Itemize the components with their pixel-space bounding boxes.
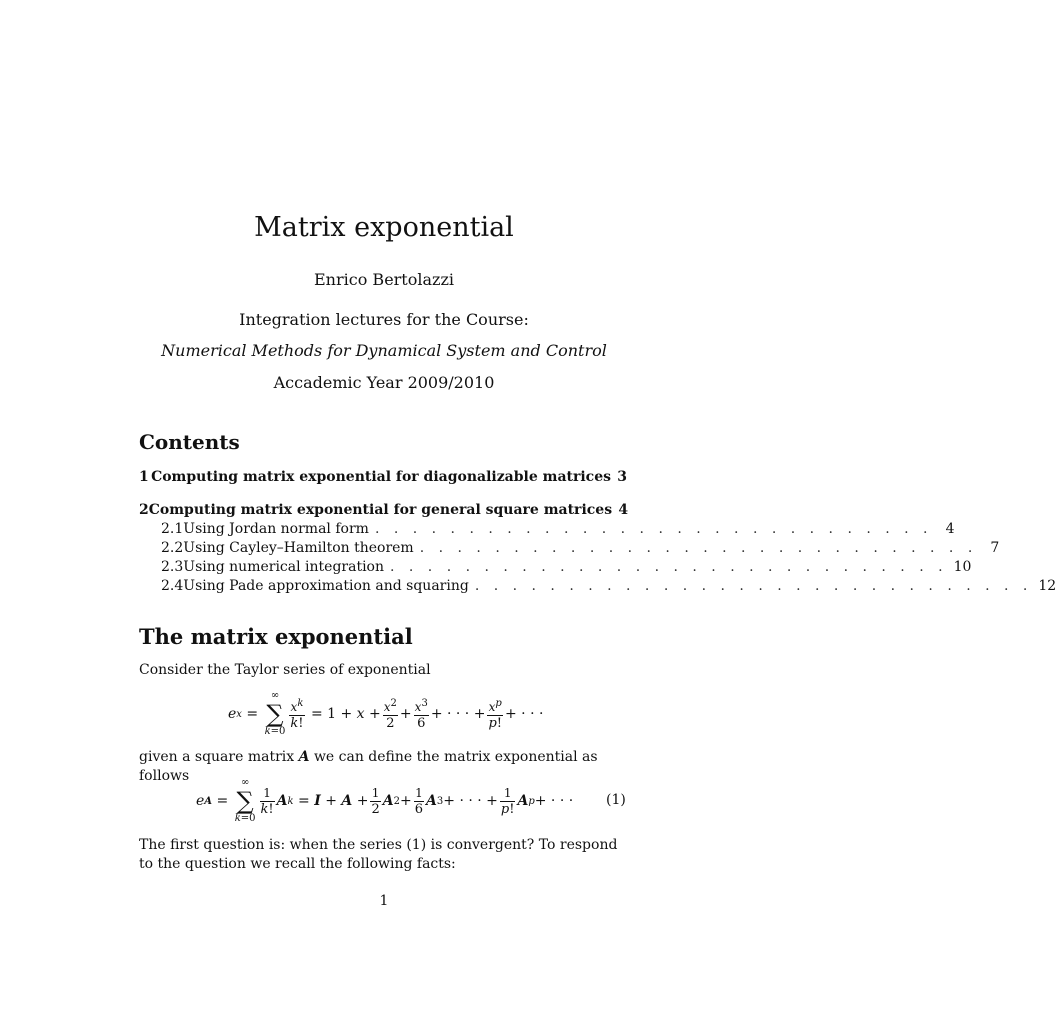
course-name: Numerical Methods for Dynamical System and Control: [161, 341, 607, 360]
matrix-exponential-equation: e A = ∞ ∑ k=0 $\frac{1}{k!}$ A k = I + A + $\frac{1}{2}$ A 2 + $\frac{1}{6}$ A 3 + · · · + $\frac{1}{p!}$ A p + · · ·: [196, 777, 574, 824]
academic-year: Accademic Year 2009/2010: [273, 373, 495, 392]
toc-entry-1[interactable]: [139, 469, 627, 485]
toc-number: 2.3: [161, 559, 184, 575]
toc-subentry-2-2[interactable]: [139, 540, 1000, 556]
paper-title: Matrix exponential: [254, 212, 514, 243]
equation-number: (1): [606, 792, 626, 808]
toc-label: Computing matrix exponential for diagonalizable matrices: [151, 469, 611, 485]
toc-leader-dots: . . . . . . . . . . . . . . . . . . . . . . . . . . . . . .: [474, 578, 1033, 594]
toc-leader-dots: . . . . . . . . . . . . . . . . . . . . . . . . . . . . . .: [390, 559, 948, 575]
toc-number: 2.2: [161, 540, 184, 556]
toc-page: 10: [953, 559, 972, 575]
contents-heading: Contents: [139, 430, 240, 454]
matrix-text-after: we can define the matrix exponential as follows: [139, 749, 598, 784]
toc-subentry-2-3[interactable]: [139, 559, 972, 575]
author: Enrico Bertolazzi: [314, 270, 454, 289]
toc-page: 7: [990, 540, 1000, 556]
toc-page: 3: [617, 469, 627, 485]
matrix-text-before: given a square matrix: [139, 749, 295, 765]
toc-label: Using Pade approximation and squaring: [183, 578, 469, 594]
toc-label: Using Jordan normal form: [183, 521, 369, 537]
taylor-series-equation: e x = ∞ ∑ k=0 $\frac{x^k}{k!}$ = 1 + x + $\frac{x^2}{2}$ + $\frac{x^3}{6}$ + · · · + $\frac{x^p}{p!}$ + · · ·: [228, 690, 544, 737]
page-number: 1: [379, 893, 389, 909]
toc-label: Using numerical integration: [183, 559, 384, 575]
toc-subentry-2-1[interactable]: [139, 521, 955, 537]
toc-leader-dots: . . . . . . . . . . . . . . . . . . . . . . . . . . . . . .: [419, 540, 978, 556]
section-heading: The matrix exponential: [139, 624, 413, 649]
toc-page: 4: [945, 521, 955, 537]
toc-number: 2: [139, 502, 149, 518]
question-paragraph: The first question is: when the series (1) is convergent? To respond to the question we recall the following facts:: [139, 837, 618, 872]
toc-page: 4: [618, 502, 629, 518]
intro-paragraph: Consider the Taylor series of exponential: [139, 662, 431, 678]
toc-subentry-2-4[interactable]: [139, 578, 1056, 594]
toc-number: 2.1: [161, 521, 184, 537]
toc-number: 1: [139, 469, 149, 485]
toc-number: 2.4: [161, 578, 184, 594]
toc-entry-2[interactable]: [139, 502, 627, 518]
toc-label: Using Cayley–Hamilton theorem: [183, 540, 414, 556]
matrix-symbol: A: [298, 749, 310, 765]
toc-page: 12: [1038, 578, 1056, 594]
toc-label: Computing matrix exponential for general square matrices: [148, 502, 613, 518]
toc-leader-dots: . . . . . . . . . . . . . . . . . . . . . . . . . . . . . .: [374, 521, 933, 537]
course-intro: Integration lectures for the Course:: [239, 310, 529, 329]
